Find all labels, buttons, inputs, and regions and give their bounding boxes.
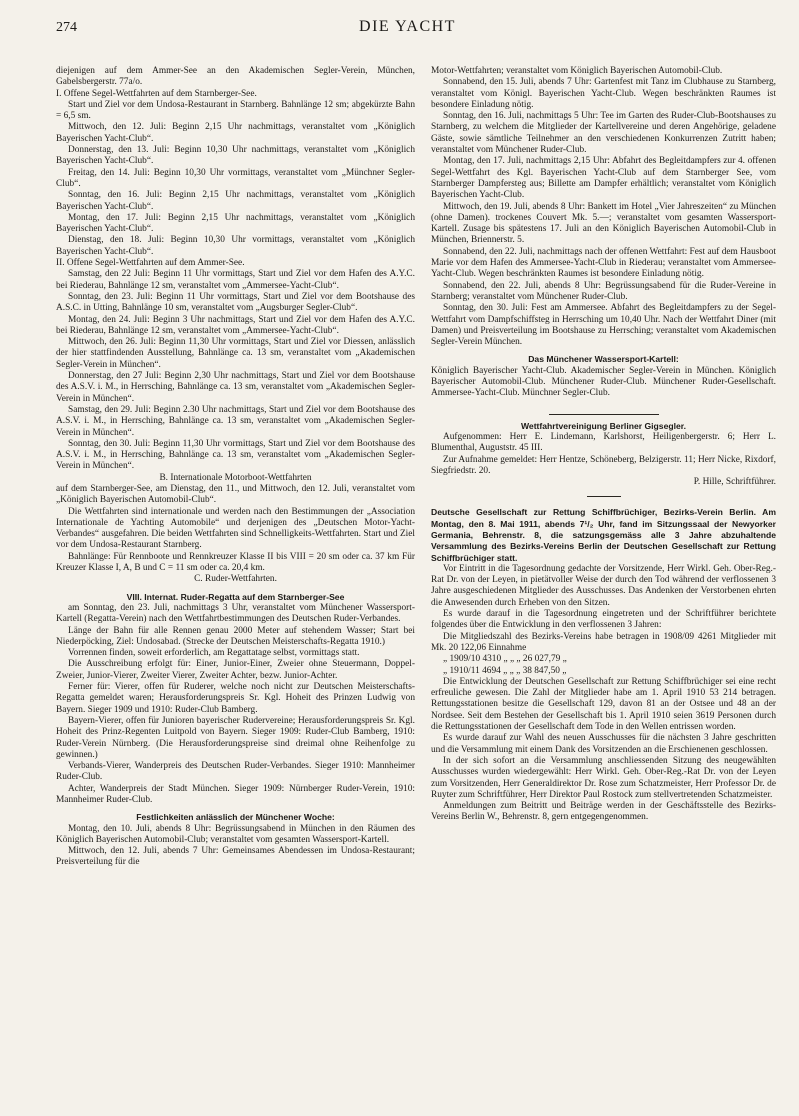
- paragraph: Aufgenommen: Herr E. Lindemann, Karlshorst, Heiligenbergerstr. 6; Herr L. Blumenthal, Auguststr. 45 III.: [431, 431, 776, 454]
- paragraph: Donnerstag, den 13. Juli: Beginn 10,30 Uhr nachmittags, veranstaltet vom „Königlich Bayerischen Yacht-Club“.: [56, 145, 415, 167]
- paragraph: Zur Aufnahme gemeldet: Herr Hentze, Schöneberg, Belzigerstr. 11; Herr Nicke, Rixdorf, Siegfriedstr. 20.: [431, 454, 776, 476]
- journal-title: DIE YACHT: [359, 18, 456, 35]
- section-heading: Festlichkeiten anlässlich der Münchener Woche:: [136, 812, 335, 823]
- paragraph: Die Wettfahrten sind internationale und werden nach den Bestimmungen der „Association Internationale de Yachting Automobile“ und derjenigen des „Deutschen Motor-Yacht-Verbandes“ ausgefahren. Die beiden Wettfahrten sind Schnelligkeits-Wettfahrten. Start und Ziel vor dem Undosa-Restaurant Starnberg.: [56, 506, 415, 551]
- page-number: 274: [56, 20, 77, 35]
- paragraph: Sonntag, den 30. Juli: Beginn 11,30 Uhr vormittags, Start und Ziel vor dem Bootshause des A.S.V. i. M., in Herrsching, Bahnlänge ca. 13 sm, veranstaltet vom „Akademischen Segler-Verein in München“.: [56, 438, 415, 472]
- paragraph: Ferner für: Vierer, offen für Ruderer, welche noch nicht zur Deutschen Meisterschafts-Regatta gemeldet waren; Herausforderungspreis Sr. Kgl. Hoheit des Prinzen Ludwig von Bayern. Sieger 1909 und 1910: Ruder-Club Bamberg.: [56, 682, 415, 715]
- section-heading: Deutsche Gesellschaft zur Rettung Schiffbrüchiger, Bezirks-Verein Berlin. Am Montag, den 8. Mai 1911, abends 7¹/₂ Uhr, fand im Sitzungssaal der Newyorker Germania, Behrenstr. 8, die satzungsgemäss alle 3 Jahre abzuhaltende Versammlung des Bezirks-Vereins Berlin der Deutschen Gesellschaft zur Rettung Schiffbrüchiger statt.: [431, 507, 776, 563]
- paragraph: Sonnabend, den 15. Juli, abends 7 Uhr: Gartenfest mit Tanz im Clubhause zu Starnberg, veranstaltet vom Königl. Bayerischen Yacht-Club. Wegen beschränkten Raumes ist besondere Einladung nötig.: [431, 77, 776, 110]
- paragraph: Samstag, den 29. Juli: Beginn 2.30 Uhr nachmittags, Start und Ziel vor dem Bootshause des A.S.V. i. M., in Herrsching, Bahnlänge ca. 13 sm, veranstaltet vom „Akademischen Segler-Verein in München“.: [56, 404, 415, 438]
- paragraph: Sonntag, den 30. Juli: Fest am Ammersee. Abfahrt des Begleitdampfers zu der Segel-Wettfahrt vom Dampfschiffsteg in Herrsching um 10,40 Uhr. Nach der Wettfahrt Diner (mit Damen) und Preisverteilung im Bootshause zu Herrsching; veranstaltet vom Akademischen Segler-Verein München.: [431, 303, 776, 348]
- paragraph: II. Offene Segel-Wettfahrten auf dem Ammer-See.: [56, 258, 245, 269]
- paragraph: Dienstag, den 18. Juli: Beginn 10,30 Uhr vormittags, veranstaltet vom „Königlich Bayerischen Yacht-Club“.: [56, 235, 415, 257]
- paragraph: Mittwoch, den 12. Juli, abends 7 Uhr: Gemeinsames Abendessen im Undosa-Restaurant; Preisverteilung für die: [56, 846, 415, 868]
- paragraph: „ 1910/11 4694 „ „ „ 38 847,50 „: [443, 665, 567, 676]
- paragraph: Samstag, den 22 Juli: Beginn 11 Uhr vormittags, Start und Ziel vor dem Hafen des A.Y.C. bei Riederau, Bahnlänge 12 sm, veranstaltet vom „Ammersee-Yacht-Club“.: [56, 269, 415, 291]
- section-heading: Wettfahrtvereinigung Berliner Gigsegler.: [520, 420, 687, 431]
- paragraph: B. Internationale Motorboot-Wettfahrten: [159, 472, 312, 483]
- paragraph: Vor Eintritt in die Tagesordnung gedachte der Vorsitzende, Herr Wirkl. Geh. Ober-Reg.-Rat Dr. von der Leyen, in pietätvoller Weise der durch den Tod während der verflossenen 3 Jahre ausgeschiedenen Mitglieder des Ausschusses. Das Andenken der Verstorbenen ehrten die Anwesenden durch Erheben von den Sitzen.: [431, 563, 776, 608]
- paragraph: Die Mitgliedszahl des Bezirks-Vereins habe betragen in 1908/09 4261 Mitglieder mit Mk. 20 122,06 Einnahme: [431, 631, 776, 653]
- paragraph: Verbands-Vierer, Wanderpreis des Deutschen Ruder-Verbandes. Sieger 1910: Mannheimer Ruder-Club.: [56, 761, 415, 783]
- paragraph: Die Entwicklung der Deutschen Gesellschaft zur Rettung Schiffbrüchiger sei eine recht erfreuliche gewesen. Die Zahl der Mitglieder habe am 1. April 1910 53 214 betragen. Rettungsstationen besitze die Gesellschaft 129, davon 81 an der Ostsee und 48 an der Nordsee. Seit dem Bestehen der Gesellschaft bis 1. April 1910 seien 3619 Personen durch die Rettungsstationen der Gesellschaft dem Tode in den Wellen entrissen worden.: [431, 676, 776, 733]
- paragraph: Montag, den 24. Juli: Beginn 3 Uhr nachmittags, Start und Ziel vor dem Hafen des A.Y.C. bei Riederau, Bahnlänge 12 sm, veranstaltet vom „Ammersee-Yacht-Club“.: [56, 314, 415, 336]
- paragraph: Montag, den 10. Juli, abends 8 Uhr: Begrüssungsabend in München in den Räumen des Königlich Bayerischen Automobil-Club; veranstaltet vom gesamten Wassersport-Kartell.: [56, 823, 415, 845]
- paragraph: Achter, Wanderpreis der Stadt München. Sieger 1909: Nürnberger Ruder-Verein, 1910: Mannheimer Ruder-Club.: [56, 783, 415, 805]
- paragraph: Sonnabend, den 22. Juli, nachmittags nach der offenen Wettfahrt: Fest auf dem Hausboot Marie vor dem Hafen des Ammersee-Yacht-Club in Riederau; veranstaltet vom Ammersee-Yacht-Club. Wegen beschränkten Raumes ist besondere Einladung nötig.: [431, 246, 776, 280]
- section-divider: [549, 414, 659, 415]
- paragraph: I. Offene Segel-Wettfahrten auf dem Starnberger-See.: [56, 88, 257, 99]
- paragraph: Sonnabend, den 22. Juli, abends 8 Uhr: Begrüssungsabend für die Ruder-Vereine in Starnberg; veranstaltet vom Münchener Ruder-Club.: [431, 280, 776, 302]
- paragraph: Länge der Bahn für alle Rennen genau 2000 Meter auf stehendem Wasser; Start bei Niederpöcking, Ziel: Undosabad. (Strecke der Deutschen Meisterschafts-Regatta 1910.): [56, 625, 415, 647]
- paragraph: Mittwoch, den 19. Juli, abends 8 Uhr: Bankett im Hotel „Vier Jahreszeiten“ zu München (ohne Damen). trockenes Couvert Mk. 5.—; veranstaltet vom gesamten Wassersport-Kartell. Zusage bis spätestens 17. Juli an den Königlich Bayerischen Automobil-Club in München, Briennerstr. 5.: [431, 201, 776, 246]
- paragraph: auf dem Starnberger-See, am Dienstag, den 11., und Mittwoch, den 12. Juli, veranstaltet vom „Königlich Bayerischen Automobil-Club“.: [56, 483, 415, 506]
- paragraph: Es wurde darauf zur Wahl des neuen Ausschusses für die nächsten 3 Jahre geschritten und die Versammlung mit einem Dank des Vorsitzenden an die Erschienenen geschlossen.: [431, 733, 776, 755]
- page-header: [56, 18, 759, 40]
- paragraph: Start und Ziel vor dem Undosa-Restaurant in Starnberg. Bahnlänge 12 sm; abgekürzte Bahn = 6,5 sm.: [56, 99, 415, 122]
- paragraph: Es wurde darauf in die Tagesordnung eingetreten und der Schriftführer berichtete folgendes über die Entwicklung in den verflossenen 3 Jahren:: [431, 609, 776, 631]
- paragraph: Montag, den 17. Juli, nachmittags 2,15 Uhr: Abfahrt des Begleitdampfers zur 4. offenen Segel-Wettfahrt des Kgl. Bayerischen Yacht-Club auf dem Starnberger See, vom Starnberger Dampfersteg aus; Billette am Dampfer erhältlich; veranstaltet vom Königlich Bayerischen Yacht-Club.: [431, 156, 776, 201]
- paragraph: Motor-Wettfahrten; veranstaltet vom Königlich Bayerischen Automobil-Club.: [431, 66, 723, 76]
- section-heading: VIII. Internat. Ruder-Regatta auf dem Starnberger-See: [126, 591, 345, 602]
- paragraph: Mittwoch, den 26. Juli: Beginn 11,30 Uhr vormittags, Start und Ziel vor Diessen, anlässlich der hier stattfindenden Ausstellung, Bahnlänge ca. 13 sm, veranstaltet vom „Akademischen Segler-Verein in München“.: [56, 337, 415, 370]
- paragraph: Vorrennen finden, soweit erforderlich, am Regattatage selbst, vormittags statt.: [68, 648, 360, 659]
- paragraph: In der sich sofort an die Versammlung anschliessenden Sitzung des neugewählten Ausschusses wurden wiedergewählt: Herr Wirkl. Geh. Ober-Reg.-Rat Dr. von der Leyen zum Vorsitzenden, Herr Generaldirektor Dr. Rose zum Schatzmeister, Herr Professor Dr. de Ruyter zum Schriftführer, Herr Direktor Paul Rostock zum stellvertretenden Schatzmeister.: [431, 755, 776, 800]
- paragraph: C. Ruder-Wettfahrten.: [194, 574, 277, 585]
- paragraph: am Sonntag, den 23. Juli, nachmittags 3 Uhr, veranstaltet vom Münchener Wassersport-Kartell (Regatta-Verein) nach den Wettfahrtbestimmungen des Deutschen Ruder-Verbandes.: [56, 602, 415, 625]
- paragraph: P. Hille, Schriftführer.: [693, 477, 776, 488]
- paragraph: Königlich Bayerischer Yacht-Club. Akademischer Segler-Verein in München. Königlich Bayerischer Automobil-Club. Münchener Ruder-Club. Münchener Ruder-Gesellschaft. Ammersee-Yacht-Club. Münchner Segler-Club.: [431, 365, 776, 399]
- paragraph: Die Ausschreibung erfolgt für: Einer, Junior-Einer, Zweier ohne Steuermann, Doppel-Zweier, Junior-Vierer, Zweiter Vierer, Zweiter Achter, bezw. Junior-Achter.: [56, 659, 415, 681]
- paragraph: Montag, den 17. Juli: Beginn 2,15 Uhr nachmittags, veranstaltet vom „Königlich Bayerischen Yacht-Club“.: [56, 212, 415, 235]
- section-divider: [587, 496, 621, 497]
- paragraph: „ 1909/10 4310 „ „ „ 26 027,79 „: [443, 654, 567, 665]
- paragraph: Freitag, den 14. Juli: Beginn 10,30 Uhr vormittags, veranstaltet vom „Münchner Segler-Club“.: [56, 167, 415, 189]
- paragraph: Bayern-Vierer, offen für Junioren bayerischer Rudervereine; Herausforderungspreis Sr. Kgl. Hoheit des Prinz-Regenten Luitpold von Bayern. Sieger 1909: Ruder-Club Bamberg, 1910: Ruder-Verein Nürnberg. (Die Herausforderungspreise sind dreimal ohne Reihenfolge zu gewinnen.): [56, 715, 415, 760]
- paragraph: Sonntag, den 16. Juli: Beginn 2,15 Uhr nachmittags, veranstaltet vom „Königlich Bayerischen Yacht-Club“.: [56, 190, 415, 212]
- right-column: [431, 66, 776, 824]
- section-heading: Das Münchener Wassersport-Kartell:: [528, 354, 679, 365]
- left-column: [56, 66, 415, 869]
- paragraph: Mittwoch, den 12. Juli: Beginn 2,15 Uhr nachmittags, veranstaltet vom „Königlich Bayerischen Yacht-Club“.: [56, 122, 415, 144]
- paragraph: Bahnlänge: Für Rennboote und Rennkreuzer Klasse II bis VIII = 20 sm oder ca. 37 km Für Kreuzer Klasse I, A, B und C = 11 sm oder ca. 20,4 km.: [56, 551, 415, 574]
- paragraph: Sonntag, den 23. Juli: Beginn 11 Uhr vormittags, Start und Ziel vor dem Bootshause des A.S.C. in Utting, Bahnlänge 10 sm, veranstaltet vom „Augsburger Segler-Club“.: [56, 291, 415, 314]
- paragraph: Sonntag, den 16. Juli, nachmittags 5 Uhr: Tee im Garten des Ruder-Club-Bootshauses zu Starnberg, zu welchem die Mitglieder der Kartellvereine und deren Angehörige, geladene Gäste, sowie sämtliche Teilnehmer an den verschiedenen Konkurrenzen Zutritt haben; veranstaltet vom Münchener Ruder-Club.: [431, 111, 776, 156]
- paragraph: diejenigen auf dem Ammer-See an den Akademischen Segler-Verein, München, Gabelsbergerstr. 77a/o.: [56, 66, 415, 88]
- paragraph: Anmeldungen zum Beitritt und Beiträge werden in der Geschäftsstelle des Bezirks-Vereins Berlin W., Behrenstr. 8, gern entgegengenommen.: [431, 801, 776, 823]
- paragraph: Donnerstag, den 27 Juli: Beginn 2,30 Uhr nachmittags, Start und Ziel vor dem Bootshause des A.S.V. i. M., in Herrsching, Bahnlänge ca. 13 sm, veranstaltet vom „Akademischen Segler-Verein in München“.: [56, 371, 415, 404]
